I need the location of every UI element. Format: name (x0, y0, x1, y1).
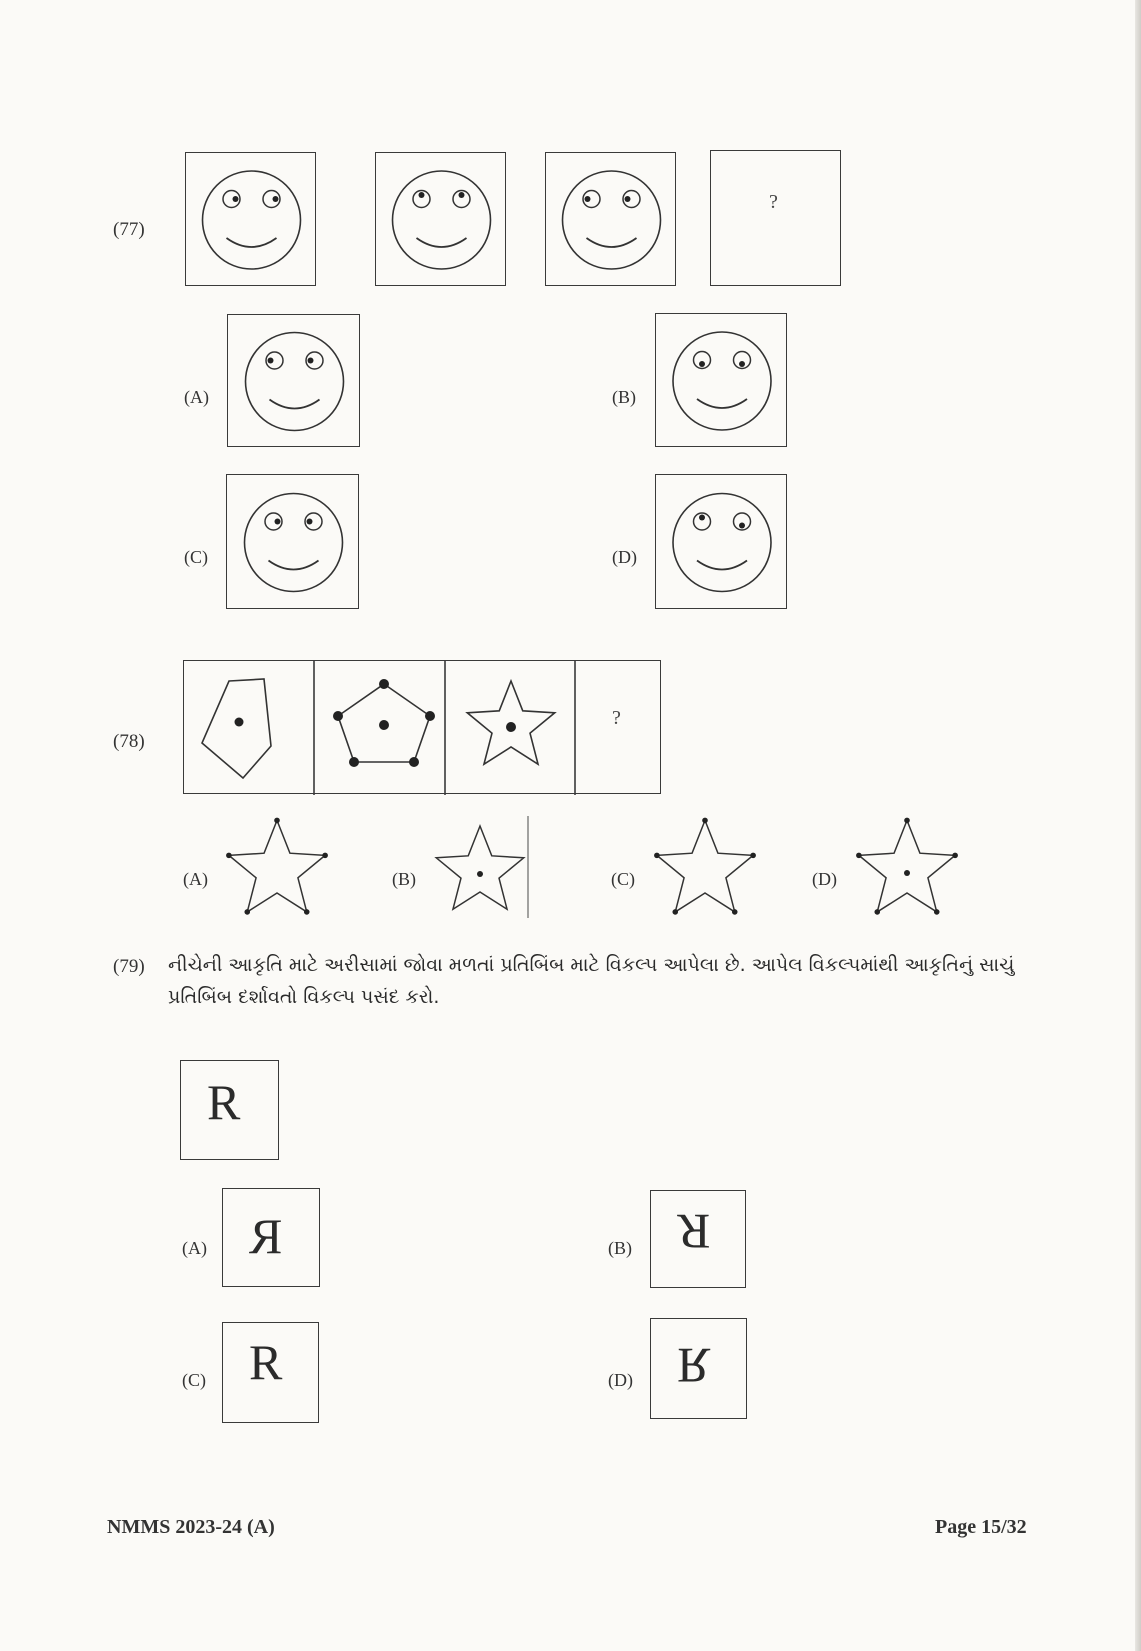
q78-sequence-figures (184, 661, 662, 795)
star-tip-dot (874, 909, 880, 915)
q78-option-c-star[interactable] (650, 812, 760, 922)
q79-figure-letter: R (207, 1074, 241, 1130)
q79-question-line-1: નીચેની આકૃતિ માટે અરીસામાં જોવા મળતાં પ્રતિબિંબ માટે વિકલ્પ આપેલા છે. આપેલ વિકલ્પમાંથી આકૃતિનું સાચું (168, 954, 1015, 976)
q77-sequence-box-2 (375, 152, 506, 286)
q77-option-d-box[interactable] (655, 474, 787, 609)
q78-option-b-label: (B) (392, 869, 416, 889)
page-edge-shadow (1135, 0, 1141, 1651)
face-outline (393, 171, 491, 269)
star-outline (229, 820, 325, 912)
face-outline (245, 494, 343, 592)
q78-vertex-dot (379, 679, 389, 689)
star-tip-dot (322, 853, 328, 859)
q78-vertex-dot (409, 757, 419, 767)
star-tip-dot (952, 853, 958, 859)
right-pupil (739, 361, 745, 367)
left-pupil (419, 192, 425, 198)
q79-option-c-letter: R (249, 1334, 283, 1390)
q78-vertex-dot (333, 711, 343, 721)
left-pupil (585, 196, 591, 202)
footer-page-number: Page 15/32 (935, 1516, 1027, 1538)
q77-sequence-box-3 (545, 152, 676, 286)
star-center-dot (477, 871, 483, 877)
right-pupil (459, 192, 465, 198)
star-tip-dot (672, 909, 678, 915)
smile (269, 561, 319, 570)
smile (697, 561, 747, 570)
star-tip-dot (904, 818, 910, 824)
q78-option-a-star[interactable] (222, 812, 332, 922)
footer-exam-code: NMMS 2023-24 (A) (107, 1516, 275, 1538)
q78-pentagon-1 (202, 679, 271, 778)
q77-face-1 (186, 153, 317, 287)
question-79-number: (79) (113, 956, 145, 977)
q77-answer-box (710, 150, 841, 286)
star-tip-dot (304, 909, 310, 915)
left-pupil (275, 519, 281, 525)
face-outline (673, 332, 771, 430)
q79-question-line-2: પ્રતિબિંબ દર્શાવતો વિકલ્પ પસંદ કરો. (168, 986, 440, 1008)
q79-option-b-letter: R (677, 1204, 711, 1260)
star-tip-dot (702, 818, 708, 824)
star-tip-dot (934, 909, 940, 915)
face-outline (673, 494, 771, 592)
star-tip-dot (244, 909, 250, 915)
q78-center-dot-1 (235, 718, 244, 727)
smile (227, 238, 277, 247)
q79-option-d-letter: R (677, 1338, 711, 1394)
star-tip-dot (226, 853, 232, 859)
face-outline (563, 171, 661, 269)
question-77-number: (77) (113, 219, 145, 240)
q77-sequence-box-1 (185, 152, 316, 286)
smile (270, 400, 320, 409)
q78-sequence-strip (183, 660, 661, 794)
q78-option-a-label: (A) (183, 869, 208, 889)
q79-option-a-letter: R (249, 1208, 283, 1264)
left-pupil (233, 196, 239, 202)
star-tip-dot (750, 853, 756, 859)
q79-figure-box (180, 1060, 279, 1160)
q78-option-d-star[interactable] (852, 812, 962, 922)
q77-option-a-face (228, 315, 361, 448)
face-outline (203, 171, 301, 269)
q79-option-c-label: (C) (182, 1370, 206, 1390)
q79-option-a-label: (A) (182, 1238, 207, 1258)
left-pupil (699, 515, 705, 521)
q78-option-b-star[interactable] (430, 818, 530, 918)
star-tip-dot (274, 818, 280, 824)
q77-option-a-label: (A) (184, 387, 209, 407)
star-center-dot (904, 870, 910, 876)
q77-option-d-label: (D) (612, 547, 637, 567)
q79-option-d-box[interactable] (650, 1318, 747, 1419)
question-78-number: (78) (113, 731, 145, 752)
q77-option-c-face (227, 475, 360, 610)
right-pupil (308, 358, 314, 364)
star-outline (436, 826, 523, 909)
star-outline (657, 820, 753, 912)
right-pupil (625, 196, 631, 202)
star-outline (859, 820, 955, 912)
q77-question-mark: ? (769, 191, 778, 213)
smile (697, 399, 747, 408)
right-pupil (739, 523, 745, 529)
q79-option-c-box[interactable] (222, 1322, 319, 1423)
q77-option-a-box[interactable] (227, 314, 360, 447)
q78-center-dot-2 (379, 720, 389, 730)
q77-option-b-label: (B) (612, 387, 636, 407)
q78-center-dot-3 (506, 722, 516, 732)
q77-option-b-face (656, 314, 788, 448)
face-outline (246, 333, 344, 431)
q79-option-b-box[interactable] (650, 1190, 746, 1288)
q77-option-b-box[interactable] (655, 313, 787, 447)
smile (417, 238, 467, 247)
q79-option-a-box[interactable] (222, 1188, 320, 1287)
star-tip-dot (856, 853, 862, 859)
star-tip-dot (732, 909, 738, 915)
q78-vertex-dot (349, 757, 359, 767)
q78-vertex-dot (425, 711, 435, 721)
q77-option-c-box[interactable] (226, 474, 359, 609)
q79-option-d-label: (D) (608, 1370, 633, 1390)
star-tip-dot (654, 853, 660, 859)
q79-option-b-label: (B) (608, 1238, 632, 1258)
q78-option-c-label: (C) (611, 869, 635, 889)
q77-option-c-label: (C) (184, 547, 208, 567)
q77-face-3 (546, 153, 677, 287)
q77-face-2 (376, 153, 507, 287)
left-pupil (268, 358, 274, 364)
right-pupil (307, 519, 313, 525)
q78-option-d-label: (D) (812, 869, 837, 889)
q77-option-d-face (656, 475, 788, 610)
smile (587, 238, 637, 247)
right-pupil (273, 196, 279, 202)
left-pupil (699, 361, 705, 367)
q78-question-mark: ? (612, 707, 621, 729)
